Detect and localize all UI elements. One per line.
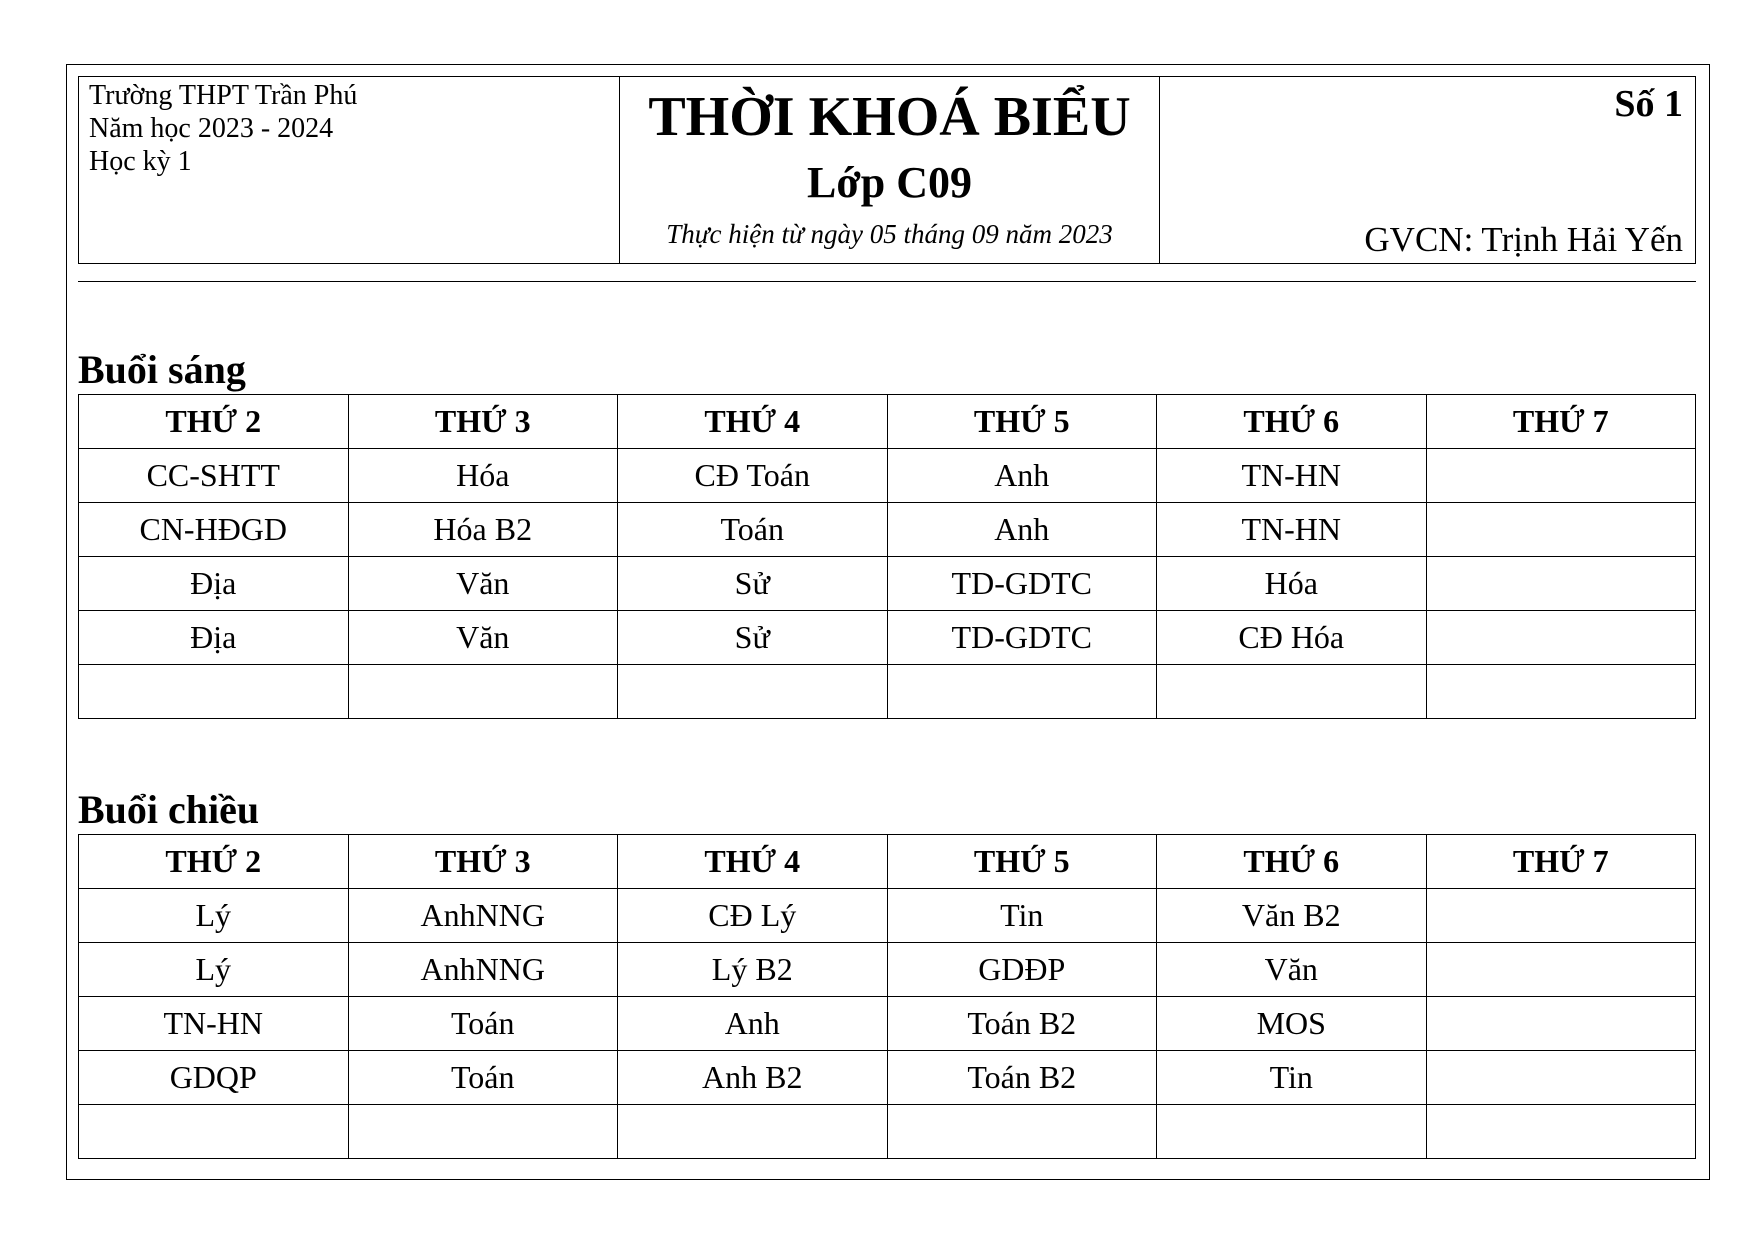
table-cell: Toán — [618, 503, 888, 557]
table-cell — [1157, 665, 1427, 719]
table-cell: Sử — [618, 557, 888, 611]
header-row — [79, 395, 1696, 449]
table-cell — [1426, 997, 1696, 1051]
table-cell: TD-GDTC — [887, 611, 1157, 665]
afternoon-timetable — [78, 834, 1696, 1159]
table-cell: CĐ Hóa — [1157, 611, 1427, 665]
table-cell: Văn — [348, 557, 618, 611]
table-cell: Toán B2 — [887, 997, 1157, 1051]
table-row — [79, 665, 1696, 719]
school-year: Năm học 2023 - 2024 — [89, 113, 334, 144]
day-header: THỨ 4 — [618, 395, 888, 449]
divider — [78, 281, 1696, 282]
day-header: THỨ 6 — [1157, 395, 1427, 449]
table-cell — [79, 1105, 349, 1159]
table-cell — [348, 1105, 618, 1159]
table-cell — [618, 665, 888, 719]
table-cell: Tin — [1157, 1051, 1427, 1105]
semester: Học kỳ 1 — [89, 146, 192, 177]
table-cell: CN-HĐGD — [79, 503, 349, 557]
title-block — [619, 77, 1159, 263]
table-cell — [1157, 1105, 1427, 1159]
table-cell — [618, 1105, 888, 1159]
table-cell: Lý — [79, 889, 349, 943]
table-cell — [1426, 665, 1696, 719]
day-header: THỨ 7 — [1426, 835, 1696, 889]
table-row — [79, 943, 1696, 997]
table-cell: Anh B2 — [618, 1051, 888, 1105]
table-cell: Toán — [348, 1051, 618, 1105]
table-cell — [887, 665, 1157, 719]
effective-date: Thực hiện từ ngày 05 tháng 09 năm 2023 — [666, 219, 1113, 249]
table-row — [79, 1051, 1696, 1105]
table-cell: Tin — [887, 889, 1157, 943]
table-cell — [1426, 1105, 1696, 1159]
table-cell — [1426, 503, 1696, 557]
table-cell: CĐ Toán — [618, 449, 888, 503]
table-cell: AnhNNG — [348, 943, 618, 997]
day-header: THỨ 4 — [618, 835, 888, 889]
table-cell — [1426, 449, 1696, 503]
table-cell — [1426, 1051, 1696, 1105]
table-cell — [79, 665, 349, 719]
table-cell: TN-HN — [79, 997, 349, 1051]
table-cell: Văn — [348, 611, 618, 665]
table-cell: AnhNNG — [348, 889, 618, 943]
table-cell: Lý — [79, 943, 349, 997]
morning-title: Buổi sáng — [78, 347, 246, 392]
timetable-header — [78, 76, 1696, 264]
table-cell: CĐ Lý — [618, 889, 888, 943]
table-cell — [887, 1105, 1157, 1159]
table-row — [79, 449, 1696, 503]
table-row — [79, 557, 1696, 611]
table-cell: Anh — [887, 503, 1157, 557]
table-cell: MOS — [1157, 997, 1427, 1051]
table-row — [79, 889, 1696, 943]
table-cell — [348, 665, 618, 719]
table-cell: Toán B2 — [887, 1051, 1157, 1105]
document-info — [1159, 77, 1695, 263]
table-cell: TN-HN — [1157, 449, 1427, 503]
table-cell: Anh — [887, 449, 1157, 503]
day-header: THỨ 5 — [887, 395, 1157, 449]
table-cell: Hóa B2 — [348, 503, 618, 557]
page-title: THỜI KHOÁ BIỂU — [648, 86, 1131, 148]
table-cell: Sử — [618, 611, 888, 665]
table-row — [79, 503, 1696, 557]
day-header: THỨ 3 — [348, 835, 618, 889]
day-header: THỨ 5 — [887, 835, 1157, 889]
table-cell: CC-SHTT — [79, 449, 349, 503]
table-cell: Địa — [79, 611, 349, 665]
table-cell — [1426, 557, 1696, 611]
table-cell: Lý B2 — [618, 943, 888, 997]
afternoon-title: Buổi chiều — [78, 787, 260, 832]
table-cell: Toán — [348, 997, 618, 1051]
day-header: THỨ 7 — [1426, 395, 1696, 449]
table-cell — [1426, 889, 1696, 943]
table-row — [79, 997, 1696, 1051]
table-cell: Văn — [1157, 943, 1427, 997]
table-cell: Địa — [79, 557, 349, 611]
table-cell — [1426, 611, 1696, 665]
table-cell: Hóa — [348, 449, 618, 503]
day-header: THỨ 2 — [79, 835, 349, 889]
day-header: THỨ 2 — [79, 395, 349, 449]
table-cell: Hóa — [1157, 557, 1427, 611]
table-cell: Văn B2 — [1157, 889, 1427, 943]
table-cell: GDĐP — [887, 943, 1157, 997]
school-name: Trường THPT Trần Phú — [89, 80, 358, 111]
table-cell: TD-GDTC — [887, 557, 1157, 611]
table-row — [79, 611, 1696, 665]
table-cell: TN-HN — [1157, 503, 1427, 557]
morning-timetable — [78, 394, 1696, 719]
header-row — [79, 835, 1696, 889]
table-row — [79, 1105, 1696, 1159]
school-info — [79, 77, 619, 263]
class-name: Lớp C09 — [807, 158, 972, 207]
table-cell: GDQP — [79, 1051, 349, 1105]
homeroom-teacher: GVCN: Trịnh Hải Yến — [1364, 220, 1683, 259]
table-cell — [1426, 943, 1696, 997]
day-header: THỨ 6 — [1157, 835, 1427, 889]
table-cell: Anh — [618, 997, 888, 1051]
document-number: Số 1 — [1614, 83, 1683, 125]
day-header: THỨ 3 — [348, 395, 618, 449]
